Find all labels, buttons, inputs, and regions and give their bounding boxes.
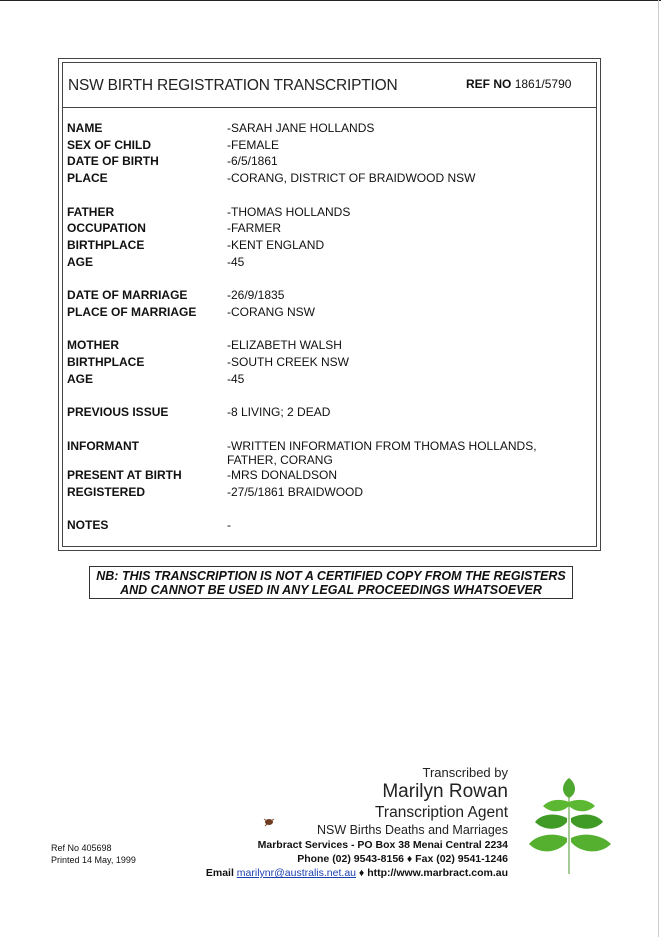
legal-notice — [89, 566, 573, 599]
email-label: Email — [205, 867, 234, 879]
registration-header — [63, 63, 596, 108]
document-title: NSW BIRTH REGISTRATION TRANSCRIPTION — [68, 77, 398, 94]
field-label: OCCUPATION — [67, 221, 146, 235]
field-label: PLACE — [67, 171, 108, 185]
field-value: -6/5/1861 — [227, 154, 278, 168]
footer-ref-no: Ref No 405698 — [51, 843, 112, 853]
registration-inner-frame — [62, 62, 597, 547]
field-label: PLACE OF MARRIAGE — [67, 305, 197, 319]
field-value: -FEMALE — [227, 138, 280, 152]
ref-value: 1861/5790 — [514, 77, 572, 91]
field-label: AGE — [67, 255, 94, 269]
legal-notice-line-1: NB: THIS TRANSCRIPTION IS NOT A CERTIFIED COPY FROM THE REGISTERS — [96, 569, 566, 583]
agency-name: NSW Births Deaths and Marriages — [316, 823, 508, 837]
transcribed-by: Transcribed by — [422, 765, 508, 780]
top-edge-rule — [0, 0, 661, 1]
legal-notice-line-2: AND CANNOT BE USED IN ANY LEGAL PROCEEDINGS WHATSOEVER — [120, 583, 542, 597]
field-label: BIRTHPLACE — [67, 238, 145, 252]
field-label: INFORMANT — [67, 439, 139, 453]
email-link[interactable]: marilynr@australis.net.au — [236, 867, 356, 879]
ref-label: REF NO — [466, 77, 512, 91]
services-address: Marbract Services - PO Box 38 Menai Central 2234 — [257, 839, 508, 851]
field-value: - — [227, 518, 231, 532]
field-label: DATE OF BIRTH — [67, 154, 159, 168]
field-value: -SOUTH CREEK NSW — [227, 355, 350, 369]
footer-printed-date: Printed 14 May, 1999 — [51, 855, 136, 865]
field-value: -26/9/1835 — [227, 288, 285, 302]
field-value: -27/5/1861 BRAIDWOOD — [227, 485, 364, 499]
field-label: PRESENT AT BIRTH — [67, 468, 182, 482]
field-value: -KENT ENGLAND — [227, 238, 325, 252]
field-value: -WRITTEN INFORMATION FROM THOMAS HOLLANDS, FATHER, CORANG — [227, 439, 537, 467]
footer-reference — [51, 842, 136, 866]
field-label: DATE OF MARRIAGE — [67, 288, 188, 302]
field-label: SEX OF CHILD — [67, 138, 152, 152]
field-value: -45 — [227, 255, 245, 269]
leaf-branch-logo — [525, 776, 617, 876]
field-label: NAME — [67, 121, 103, 135]
agent-role: Transcription Agent — [375, 804, 508, 821]
field-value: -45 — [227, 372, 245, 386]
field-label: BIRTHPLACE — [67, 355, 145, 369]
contact-line — [206, 866, 508, 880]
reference-number — [466, 77, 571, 91]
website-link[interactable]: ♦ http://www.marbract.com.au — [358, 867, 508, 879]
transcriber-block — [206, 764, 508, 880]
field-value: -SARAH JANE HOLLANDS — [227, 121, 375, 135]
field-value: -CORANG, DISTRICT OF BRAIDWOOD NSW — [227, 171, 476, 185]
right-edge-rule — [658, 0, 659, 937]
field-value: -THOMAS HOLLANDS — [227, 205, 351, 219]
phone-fax: Phone (02) 9543-8156 ♦ Fax (02) 9541-1246 — [297, 853, 508, 865]
field-value: -MRS DONALDSON — [227, 468, 338, 482]
field-label: FATHER — [67, 205, 115, 219]
field-value: -8 LIVING; 2 DEAD — [227, 405, 331, 419]
field-label: AGE — [67, 372, 94, 386]
field-label: REGISTERED — [67, 485, 146, 499]
registration-box — [58, 58, 601, 551]
field-label: NOTES — [67, 518, 109, 532]
field-value: -CORANG NSW — [227, 305, 315, 319]
agent-name: Marilyn Rowan — [382, 781, 508, 802]
field-value: -ELIZABETH WALSH — [227, 338, 342, 352]
field-label: PREVIOUS ISSUE — [67, 405, 169, 419]
field-value: -FARMER — [227, 221, 281, 235]
field-label: MOTHER — [67, 338, 119, 352]
